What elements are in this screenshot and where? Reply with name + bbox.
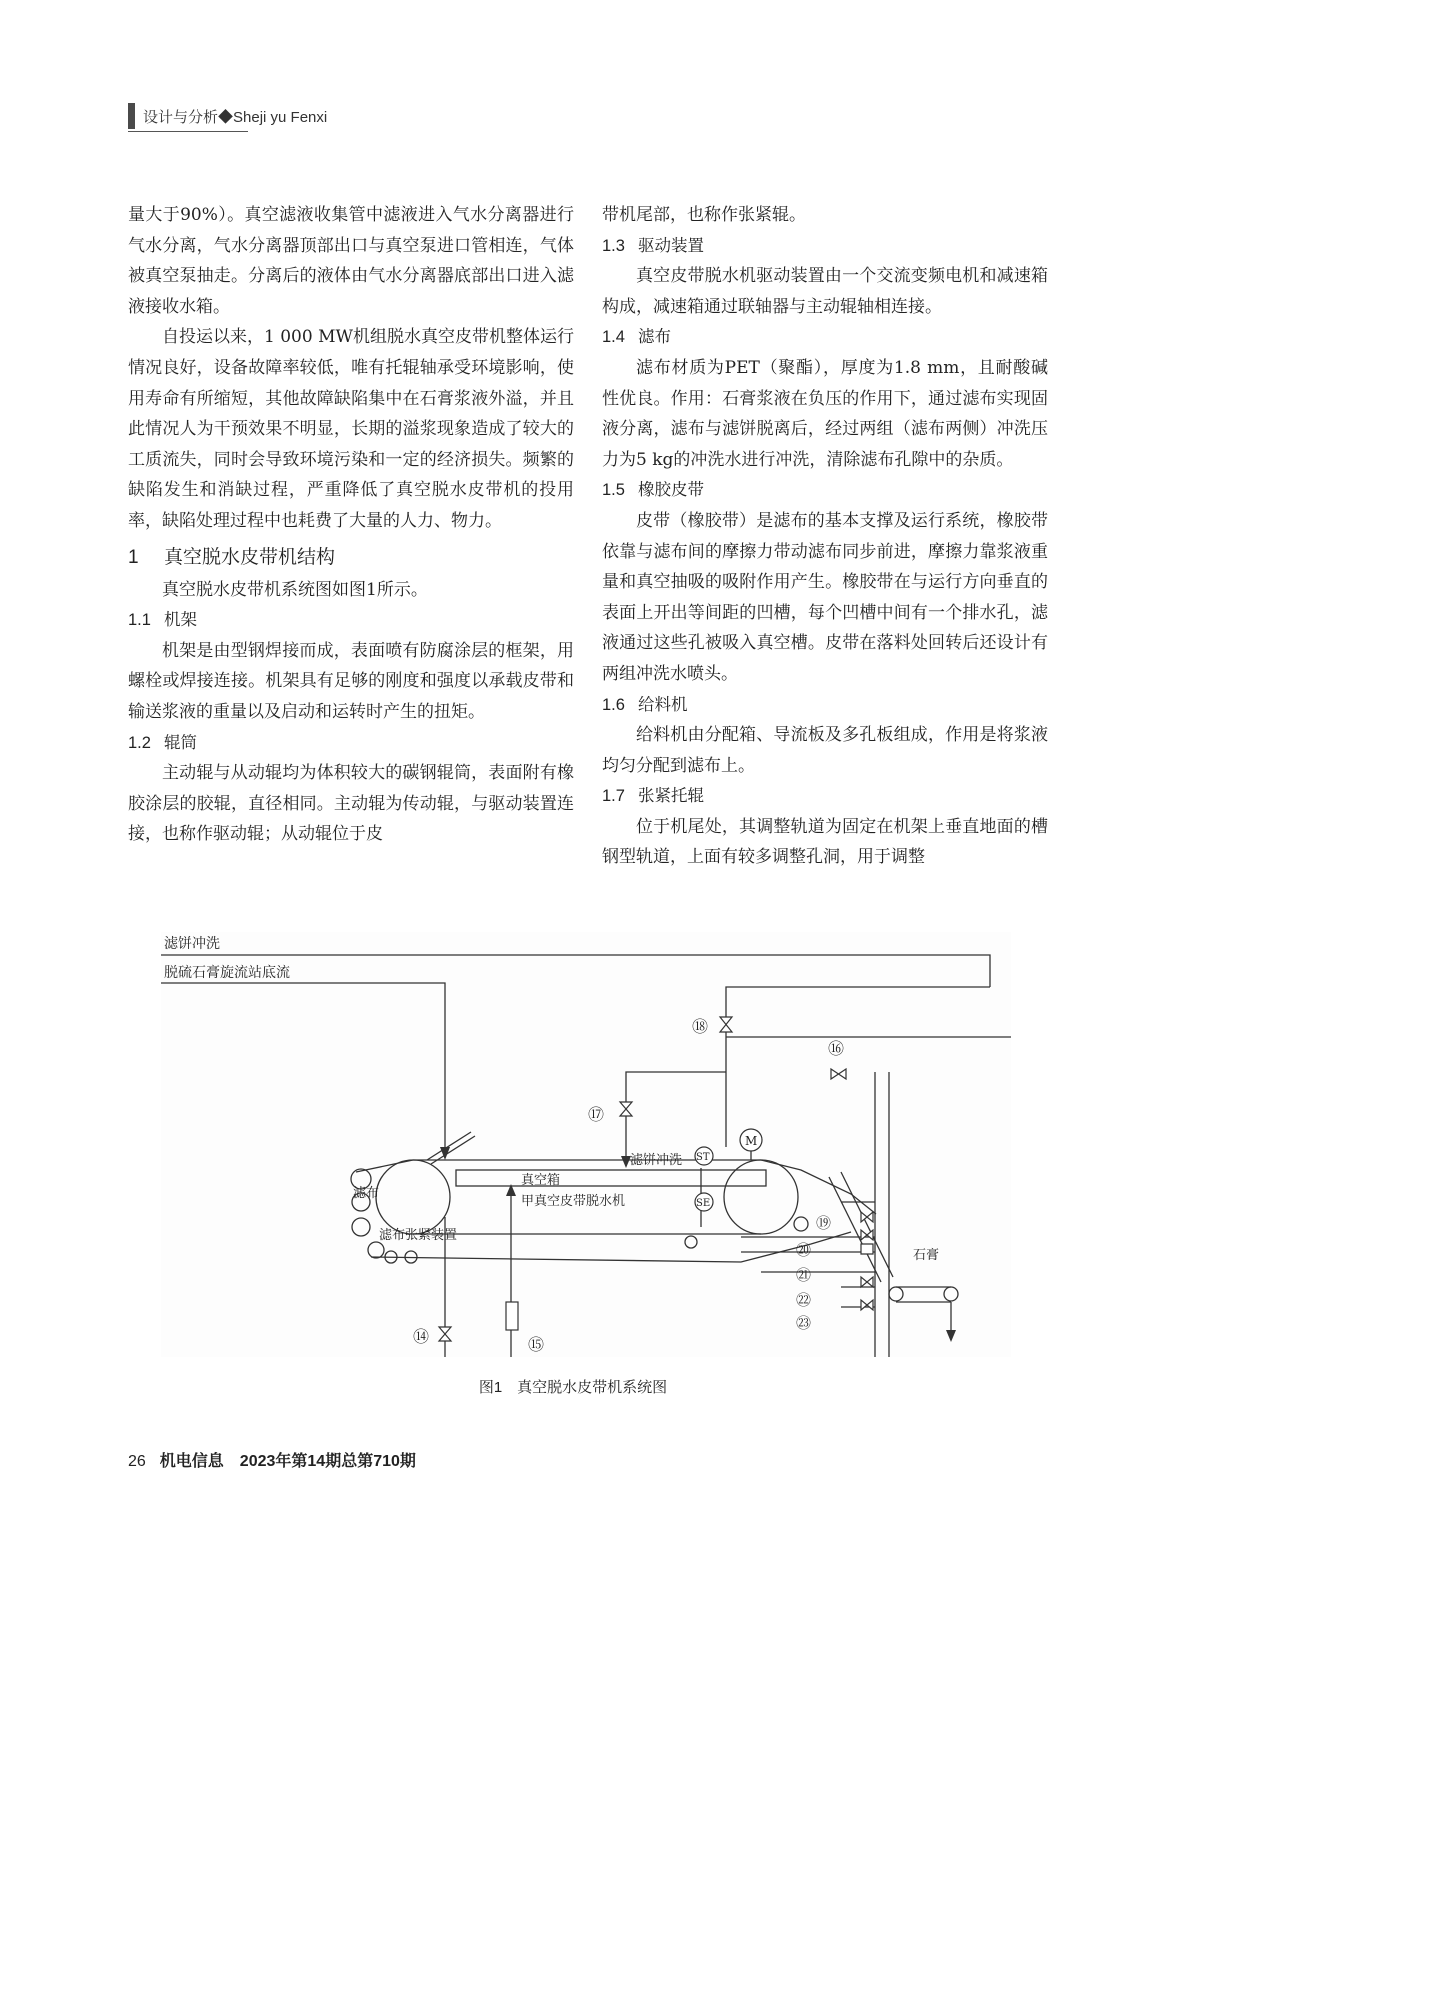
paragraph: 滤布材质为PET（聚酯），厚度为1.8 mm，且耐酸碱性优良。作用：石膏浆液在负压的作用下，通过滤布实现固液分离，滤布与滤饼脱离后，经过两组（滤布两侧）冲洗压力为5 kg的冲洗水进行冲洗，清除滤布孔隙中的杂质。 bbox=[602, 357, 1048, 470]
label-filter-cloth: 滤布 bbox=[353, 1186, 380, 1201]
valve-21-label: ㉑ bbox=[796, 1266, 812, 1284]
section-heading bbox=[128, 537, 574, 575]
valve-14-label: ⑭ bbox=[413, 1327, 430, 1346]
label-cloth-tensioner: 滤布张紧装置 bbox=[379, 1228, 458, 1243]
subsection-heading bbox=[602, 231, 1048, 262]
system-diagram-svg bbox=[161, 932, 1011, 1357]
label-gypsum: 石膏 bbox=[913, 1248, 940, 1263]
header-section-label: 设计与分析◆Sheji yu Fenxi bbox=[143, 108, 328, 126]
label-se: SE bbox=[696, 1198, 711, 1209]
subsection-title: 驱动装置 bbox=[638, 236, 704, 255]
right-column bbox=[602, 200, 1048, 873]
running-header bbox=[128, 103, 327, 129]
subsection-title: 橡胶皮带 bbox=[638, 481, 704, 500]
label-machine-name: 甲真空皮带脱水机 bbox=[521, 1194, 626, 1209]
paragraph: 带机尾部，也称作张紧辊。 bbox=[602, 205, 806, 225]
valve-17-label: ⑰ bbox=[588, 1105, 605, 1124]
paragraph: 机架是由型钢焊接而成，表面喷有防腐涂层的框架，用螺栓或焊接连接。机架具有足够的刚度和强度以承载皮带和输送浆液的重量以及启动和运转时产生的扭矩。 bbox=[128, 640, 574, 722]
section-number: 1 bbox=[128, 546, 139, 568]
paragraph: 皮带（橡胶带）是滤布的基本支撑及运行系统，橡胶带依靠与滤布间的摩擦力带动滤布同步前进，摩擦力靠浆液重量和真空抽吸的吸附作用产生。橡胶带在与运行方向垂直的表面上开出等间距的凹槽，每个凹槽中间有一个排水孔，滤液通过这些孔被吸入真空槽。皮带在落料处回转后还设计有两组冲洗水喷头。 bbox=[602, 510, 1048, 684]
paragraph: 位于机尾处，其调整轨道为固定在机架上垂直地面的槽钢型轨道，上面有较多调整孔洞，用于调整 bbox=[602, 816, 1048, 868]
subsection-number: 1.6 bbox=[602, 695, 625, 714]
valve-22-label: ㉒ bbox=[796, 1291, 812, 1309]
paragraph: 自投运以来，1 000 MW机组脱水真空皮带机整体运行情况良好，设备故障率较低，唯有托辊轴承受环境影响，使用寿命有所缩短，其他故障缺陷集中在石膏浆液外溢，并且此情况人为干预效果不明显，长期的溢浆现象造成了较大的工质流失，同时会导致环境污染和一定的经济损失。频繁的缺陷发生和消缺过程，严重降低了真空脱水皮带机的投用率，缺陷处理过程中也耗费了大量的人力、物力。 bbox=[128, 327, 574, 531]
paragraph: 真空皮带脱水机驱动装置由一个交流变频电机和减速箱构成，减速箱通过联轴器与主动辊轴相连接。 bbox=[602, 266, 1048, 317]
subsection-title: 滤布 bbox=[638, 328, 671, 347]
subsection-title: 辊筒 bbox=[164, 733, 197, 752]
paragraph: 主动辊与从动辊均为体积较大的碳钢辊筒，表面附有橡胶涂层的胶辊，直径相同。主动辊为传动辊，与驱动装置连接，也称作驱动辊；从动辊位于皮 bbox=[128, 763, 574, 845]
subsection-number: 1.4 bbox=[602, 328, 625, 347]
label-cake-wash-mid: 滤饼冲洗 bbox=[630, 1153, 683, 1168]
label-cake-wash-top: 滤饼冲洗 bbox=[164, 936, 220, 952]
paragraph: 量大于90%）。真空滤液收集管中滤液进入气水分离器进行气水分离，气水分离器顶部出口与真空泵进口管相连，气体被真空泵抽走。分离后的液体由气水分离器底部出口进入滤液接收水箱。 bbox=[128, 205, 574, 317]
left-column bbox=[128, 200, 574, 850]
valve-20-label: ⑳ bbox=[796, 1241, 812, 1259]
figure-caption: 图1 真空脱水皮带机系统图 bbox=[478, 1379, 668, 1396]
header-rule bbox=[128, 131, 248, 132]
subsection-number: 1.5 bbox=[602, 481, 625, 500]
subsection-title: 张紧托辊 bbox=[638, 787, 704, 806]
subsection-number: 1.2 bbox=[128, 733, 151, 752]
section-title: 真空脱水皮带机结构 bbox=[164, 546, 336, 568]
subsection-title: 给料机 bbox=[638, 695, 688, 714]
subsection-heading bbox=[602, 322, 1048, 353]
subsection-heading bbox=[602, 781, 1048, 812]
paragraph: 给料机由分配箱、导流板及多孔板组成，作用是将浆液均匀分配到滤布上。 bbox=[602, 725, 1048, 776]
valve-15-label: ⑮ bbox=[528, 1335, 545, 1354]
valve-19-label: ⑲ bbox=[816, 1214, 832, 1232]
subsection-title: 机架 bbox=[164, 611, 197, 630]
label-motor: M bbox=[745, 1134, 758, 1148]
subsection-heading bbox=[128, 605, 574, 636]
subsection-heading bbox=[128, 728, 574, 759]
page-number: 26 bbox=[128, 1453, 146, 1470]
page-footer bbox=[128, 1448, 416, 1471]
journal-issue: 机电信息 2023年第14期总第710期 bbox=[159, 1453, 416, 1470]
subsection-heading bbox=[602, 475, 1048, 506]
subsection-number: 1.7 bbox=[602, 787, 625, 806]
valve-18-label: ⑱ bbox=[692, 1017, 709, 1036]
paragraph: 真空脱水皮带机系统图如图1所示。 bbox=[162, 579, 428, 600]
label-vacuum-box: 真空箱 bbox=[521, 1173, 561, 1188]
subsection-number: 1.1 bbox=[128, 611, 151, 630]
figure-system-diagram bbox=[161, 932, 1011, 1357]
valve-23-label: ㉓ bbox=[796, 1314, 812, 1332]
header-marker bbox=[128, 103, 135, 129]
label-gypsum-cyclone: 脱硫石膏旋流站底流 bbox=[164, 965, 290, 981]
valve-16-label: ⑯ bbox=[828, 1039, 845, 1058]
subsection-number: 1.3 bbox=[602, 236, 625, 255]
label-st: ST bbox=[696, 1152, 710, 1163]
subsection-heading bbox=[602, 690, 1048, 721]
